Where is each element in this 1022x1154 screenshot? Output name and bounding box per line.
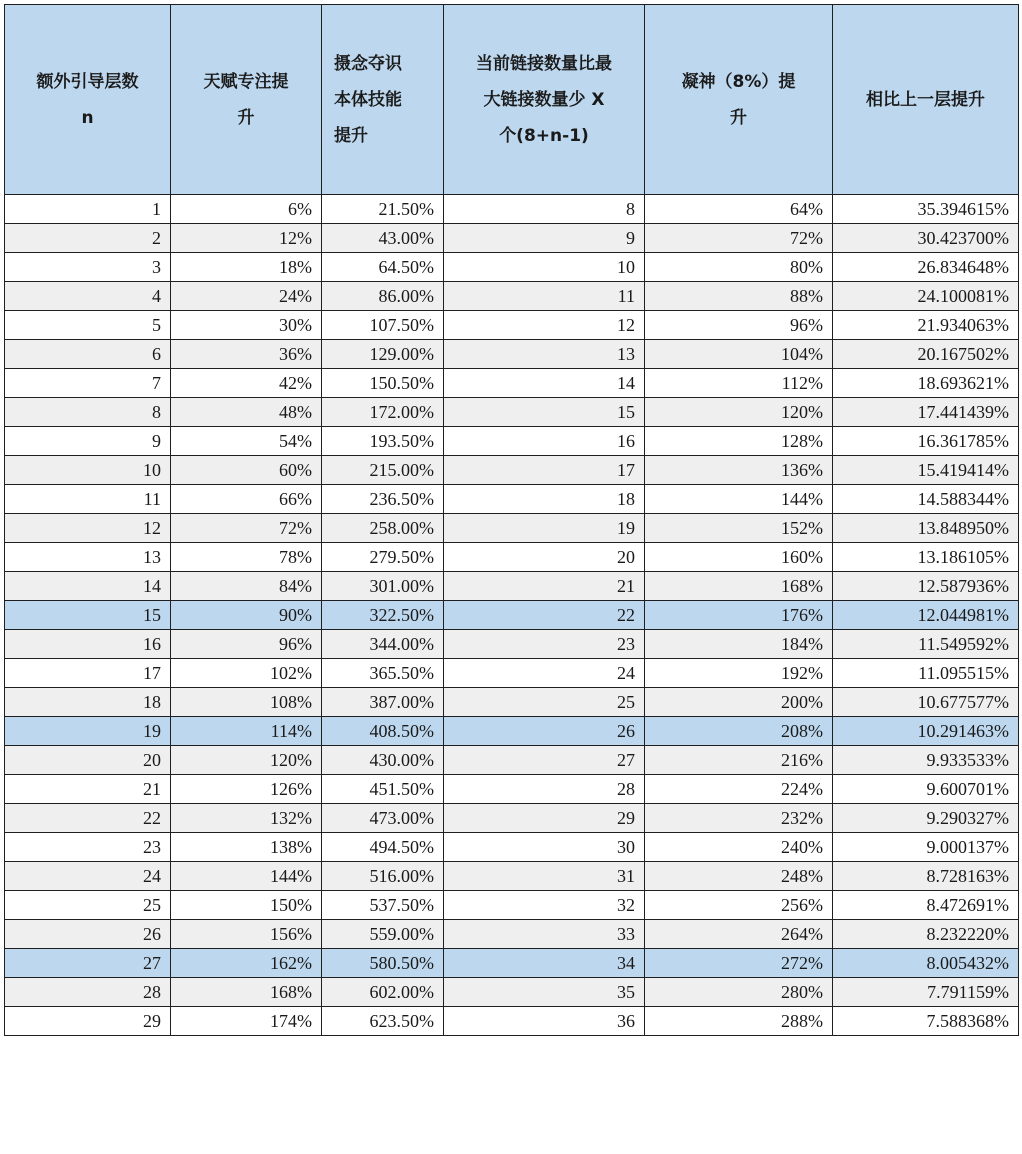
table-row <box>5 427 1019 456</box>
skill-cell: 107.50% <box>322 311 444 340</box>
link-diff-cell: 26 <box>444 717 645 746</box>
skill-cell: 344.00% <box>322 630 444 659</box>
table-row <box>5 862 1019 891</box>
layers-cell: 27 <box>5 949 171 978</box>
skill-cell: 258.00% <box>322 514 444 543</box>
layers-cell: 24 <box>5 862 171 891</box>
link-diff-cell: 11 <box>444 282 645 311</box>
talent-cell: 24% <box>171 282 322 311</box>
layers-cell: 23 <box>5 833 171 862</box>
skill-cell: 64.50% <box>322 253 444 282</box>
table-row <box>5 224 1019 253</box>
concentration-cell: 240% <box>645 833 833 862</box>
table-row <box>5 978 1019 1007</box>
concentration-cell: 80% <box>645 253 833 282</box>
layers-cell: 28 <box>5 978 171 1007</box>
gain-cell: 26.834648% <box>833 253 1019 282</box>
layers-cell: 14 <box>5 572 171 601</box>
link-diff-cell: 22 <box>444 601 645 630</box>
layers-cell: 29 <box>5 1007 171 1036</box>
gain-cell: 9.000137% <box>833 833 1019 862</box>
concentration-cell: 192% <box>645 659 833 688</box>
skill-cell: 451.50% <box>322 775 444 804</box>
layers-cell: 13 <box>5 543 171 572</box>
talent-cell: 60% <box>171 456 322 485</box>
skill-cell: 537.50% <box>322 891 444 920</box>
gain-cell: 17.441439% <box>833 398 1019 427</box>
talent-cell: 30% <box>171 311 322 340</box>
gain-cell: 20.167502% <box>833 340 1019 369</box>
link-diff-cell: 30 <box>444 833 645 862</box>
table-body <box>5 195 1019 1036</box>
talent-cell: 90% <box>171 601 322 630</box>
skill-cell: 602.00% <box>322 978 444 1007</box>
link-diff-cell: 29 <box>444 804 645 833</box>
talent-cell: 168% <box>171 978 322 1007</box>
gain-cell: 13.186105% <box>833 543 1019 572</box>
concentration-cell: 152% <box>645 514 833 543</box>
layers-cell: 10 <box>5 456 171 485</box>
link-diff-cell: 36 <box>444 1007 645 1036</box>
header-talent-focus-boost: 天赋专注提 升 <box>171 5 322 195</box>
layers-cell: 21 <box>5 775 171 804</box>
table-row <box>5 688 1019 717</box>
talent-cell: 156% <box>171 920 322 949</box>
gain-cell: 8.232220% <box>833 920 1019 949</box>
concentration-cell: 168% <box>645 572 833 601</box>
table-row <box>5 340 1019 369</box>
concentration-cell: 200% <box>645 688 833 717</box>
concentration-cell: 88% <box>645 282 833 311</box>
link-diff-cell: 32 <box>444 891 645 920</box>
gain-cell: 35.394615% <box>833 195 1019 224</box>
concentration-cell: 120% <box>645 398 833 427</box>
table-row <box>5 746 1019 775</box>
skill-cell: 365.50% <box>322 659 444 688</box>
skill-cell: 387.00% <box>322 688 444 717</box>
layers-cell: 9 <box>5 427 171 456</box>
header-extra-guide-layers: 额外引导层数 n <box>5 5 171 195</box>
layers-cell: 11 <box>5 485 171 514</box>
layers-cell: 3 <box>5 253 171 282</box>
talent-cell: 138% <box>171 833 322 862</box>
gain-cell: 7.588368% <box>833 1007 1019 1036</box>
gain-cell: 9.290327% <box>833 804 1019 833</box>
talent-cell: 96% <box>171 630 322 659</box>
data-table <box>4 4 1019 1036</box>
skill-cell: 279.50% <box>322 543 444 572</box>
table-row <box>5 891 1019 920</box>
concentration-cell: 104% <box>645 340 833 369</box>
gain-cell: 9.600701% <box>833 775 1019 804</box>
talent-cell: 78% <box>171 543 322 572</box>
skill-cell: 623.50% <box>322 1007 444 1036</box>
concentration-cell: 208% <box>645 717 833 746</box>
header-skill-boost: 摄念夺识 本体技能 提升 <box>322 5 444 195</box>
talent-cell: 18% <box>171 253 322 282</box>
table-row <box>5 949 1019 978</box>
table-row <box>5 804 1019 833</box>
talent-cell: 174% <box>171 1007 322 1036</box>
table-row <box>5 1007 1019 1036</box>
link-diff-cell: 23 <box>444 630 645 659</box>
talent-cell: 42% <box>171 369 322 398</box>
concentration-cell: 160% <box>645 543 833 572</box>
gain-cell: 30.423700% <box>833 224 1019 253</box>
layers-cell: 8 <box>5 398 171 427</box>
layers-cell: 17 <box>5 659 171 688</box>
gain-cell: 18.693621% <box>833 369 1019 398</box>
gain-cell: 21.934063% <box>833 311 1019 340</box>
gain-cell: 10.677577% <box>833 688 1019 717</box>
link-diff-cell: 31 <box>444 862 645 891</box>
layers-cell: 12 <box>5 514 171 543</box>
layers-cell: 16 <box>5 630 171 659</box>
concentration-cell: 112% <box>645 369 833 398</box>
header-concentration-boost: 凝神（8%）提 升 <box>645 5 833 195</box>
talent-cell: 6% <box>171 195 322 224</box>
link-diff-cell: 25 <box>444 688 645 717</box>
skill-cell: 516.00% <box>322 862 444 891</box>
skill-cell: 21.50% <box>322 195 444 224</box>
gain-cell: 12.587936% <box>833 572 1019 601</box>
link-diff-cell: 28 <box>444 775 645 804</box>
layers-cell: 26 <box>5 920 171 949</box>
table-row <box>5 601 1019 630</box>
concentration-cell: 288% <box>645 1007 833 1036</box>
table-row <box>5 253 1019 282</box>
table-row <box>5 833 1019 862</box>
skill-cell: 236.50% <box>322 485 444 514</box>
link-diff-cell: 12 <box>444 311 645 340</box>
table-row <box>5 485 1019 514</box>
gain-cell: 11.549592% <box>833 630 1019 659</box>
layers-cell: 6 <box>5 340 171 369</box>
talent-cell: 132% <box>171 804 322 833</box>
header-link-count-diff: 当前链接数量比最 大链接数量少 X 个(8+n-1) <box>444 5 645 195</box>
link-diff-cell: 16 <box>444 427 645 456</box>
gain-cell: 8.472691% <box>833 891 1019 920</box>
concentration-cell: 184% <box>645 630 833 659</box>
skill-cell: 43.00% <box>322 224 444 253</box>
layers-cell: 15 <box>5 601 171 630</box>
skill-cell: 580.50% <box>322 949 444 978</box>
link-diff-cell: 35 <box>444 978 645 1007</box>
link-diff-cell: 8 <box>444 195 645 224</box>
table-row <box>5 659 1019 688</box>
concentration-cell: 216% <box>645 746 833 775</box>
table-row <box>5 572 1019 601</box>
skill-cell: 301.00% <box>322 572 444 601</box>
concentration-cell: 264% <box>645 920 833 949</box>
skill-cell: 322.50% <box>322 601 444 630</box>
link-diff-cell: 34 <box>444 949 645 978</box>
talent-cell: 12% <box>171 224 322 253</box>
concentration-cell: 144% <box>645 485 833 514</box>
concentration-cell: 136% <box>645 456 833 485</box>
table-row <box>5 543 1019 572</box>
talent-cell: 84% <box>171 572 322 601</box>
gain-cell: 24.100081% <box>833 282 1019 311</box>
header-gain-vs-previous: 相比上一层提升 <box>833 5 1019 195</box>
skill-cell: 430.00% <box>322 746 444 775</box>
layers-cell: 20 <box>5 746 171 775</box>
link-diff-cell: 27 <box>444 746 645 775</box>
layers-cell: 7 <box>5 369 171 398</box>
concentration-cell: 64% <box>645 195 833 224</box>
gain-cell: 13.848950% <box>833 514 1019 543</box>
talent-cell: 144% <box>171 862 322 891</box>
talent-cell: 120% <box>171 746 322 775</box>
table-row <box>5 369 1019 398</box>
table-row <box>5 775 1019 804</box>
gain-cell: 16.361785% <box>833 427 1019 456</box>
gain-cell: 10.291463% <box>833 717 1019 746</box>
layers-cell: 19 <box>5 717 171 746</box>
layers-cell: 1 <box>5 195 171 224</box>
skill-cell: 86.00% <box>322 282 444 311</box>
talent-cell: 72% <box>171 514 322 543</box>
gain-cell: 11.095515% <box>833 659 1019 688</box>
layers-cell: 4 <box>5 282 171 311</box>
table-row <box>5 195 1019 224</box>
link-diff-cell: 24 <box>444 659 645 688</box>
concentration-cell: 96% <box>645 311 833 340</box>
gain-cell: 15.419414% <box>833 456 1019 485</box>
gain-cell: 8.728163% <box>833 862 1019 891</box>
link-diff-cell: 9 <box>444 224 645 253</box>
layers-cell: 22 <box>5 804 171 833</box>
skill-cell: 129.00% <box>322 340 444 369</box>
concentration-cell: 176% <box>645 601 833 630</box>
concentration-cell: 128% <box>645 427 833 456</box>
skill-cell: 559.00% <box>322 920 444 949</box>
skill-cell: 408.50% <box>322 717 444 746</box>
talent-cell: 36% <box>171 340 322 369</box>
talent-cell: 48% <box>171 398 322 427</box>
concentration-cell: 272% <box>645 949 833 978</box>
link-diff-cell: 13 <box>444 340 645 369</box>
concentration-cell: 256% <box>645 891 833 920</box>
concentration-cell: 232% <box>645 804 833 833</box>
table-header <box>5 5 1019 195</box>
gain-cell: 9.933533% <box>833 746 1019 775</box>
link-diff-cell: 21 <box>444 572 645 601</box>
layers-cell: 25 <box>5 891 171 920</box>
header-row <box>5 5 1019 195</box>
talent-cell: 150% <box>171 891 322 920</box>
skill-cell: 215.00% <box>322 456 444 485</box>
concentration-cell: 224% <box>645 775 833 804</box>
link-diff-cell: 19 <box>444 514 645 543</box>
link-diff-cell: 20 <box>444 543 645 572</box>
gain-cell: 12.044981% <box>833 601 1019 630</box>
table-row <box>5 717 1019 746</box>
concentration-cell: 72% <box>645 224 833 253</box>
concentration-cell: 248% <box>645 862 833 891</box>
skill-cell: 494.50% <box>322 833 444 862</box>
link-diff-cell: 10 <box>444 253 645 282</box>
table-row <box>5 398 1019 427</box>
skill-cell: 150.50% <box>322 369 444 398</box>
skill-cell: 172.00% <box>322 398 444 427</box>
talent-cell: 108% <box>171 688 322 717</box>
skill-cell: 473.00% <box>322 804 444 833</box>
talent-cell: 66% <box>171 485 322 514</box>
talent-cell: 114% <box>171 717 322 746</box>
layers-cell: 2 <box>5 224 171 253</box>
skill-cell: 193.50% <box>322 427 444 456</box>
table-row <box>5 514 1019 543</box>
gain-cell: 14.588344% <box>833 485 1019 514</box>
link-diff-cell: 33 <box>444 920 645 949</box>
gain-cell: 8.005432% <box>833 949 1019 978</box>
talent-cell: 54% <box>171 427 322 456</box>
talent-cell: 126% <box>171 775 322 804</box>
table-row <box>5 630 1019 659</box>
talent-cell: 162% <box>171 949 322 978</box>
gain-cell: 7.791159% <box>833 978 1019 1007</box>
link-diff-cell: 17 <box>444 456 645 485</box>
table-row <box>5 456 1019 485</box>
table-row <box>5 920 1019 949</box>
link-diff-cell: 18 <box>444 485 645 514</box>
layers-cell: 18 <box>5 688 171 717</box>
link-diff-cell: 14 <box>444 369 645 398</box>
table-row <box>5 282 1019 311</box>
link-diff-cell: 15 <box>444 398 645 427</box>
concentration-cell: 280% <box>645 978 833 1007</box>
table-row <box>5 311 1019 340</box>
layers-cell: 5 <box>5 311 171 340</box>
talent-cell: 102% <box>171 659 322 688</box>
